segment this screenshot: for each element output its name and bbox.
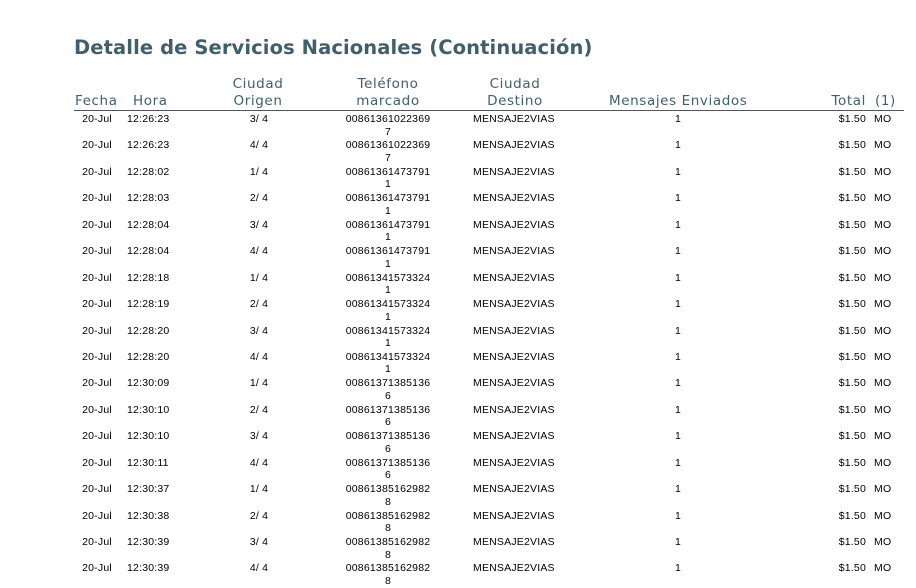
cell-ciudad-origen: 3/ 4 bbox=[249, 218, 269, 231]
cell-tipo: MO bbox=[874, 324, 892, 337]
cell-tipo: MO bbox=[874, 377, 892, 390]
table-row bbox=[0, 509, 916, 535]
cell-ciudad-origen: 2/ 4 bbox=[249, 509, 269, 522]
cell-tipo: MO bbox=[874, 218, 892, 231]
cell-telefono-line1: 00861341573324 bbox=[345, 271, 431, 284]
cell-telefono-line2: 6 bbox=[384, 416, 392, 429]
cell-total: $1.50 bbox=[838, 430, 866, 443]
cell-telefono bbox=[328, 404, 448, 429]
cell-telefono-line1: 00861371385136 bbox=[345, 377, 431, 390]
cell-hora: 12:30:38 bbox=[127, 509, 170, 522]
cell-telefono-line2: 1 bbox=[384, 337, 392, 349]
cell-mensajes: 1 bbox=[674, 324, 682, 337]
cell-fecha: 20-Jul bbox=[82, 509, 112, 522]
cell-total: $1.50 bbox=[838, 483, 866, 496]
table-row bbox=[0, 112, 916, 138]
cell-telefono-line2: 1 bbox=[384, 363, 392, 376]
cell-ciudad-origen: 1/ 4 bbox=[249, 165, 269, 178]
cell-telefono-line1: 00861341573324 bbox=[345, 350, 431, 363]
cell-ciudad-destino: MENSAJE2VIAS bbox=[473, 324, 555, 337]
cell-ciudad-destino: MENSAJE2VIAS bbox=[473, 350, 555, 363]
column-header-mensajes: Mensajes Enviados bbox=[609, 93, 748, 109]
table-row bbox=[0, 191, 916, 217]
cell-hora: 12:30:37 bbox=[127, 483, 170, 496]
table-row bbox=[0, 271, 916, 297]
column-header-ciudad-origen bbox=[218, 76, 298, 110]
table-row bbox=[0, 403, 916, 429]
cell-total: $1.50 bbox=[838, 456, 866, 469]
cell-tipo: MO bbox=[874, 245, 892, 258]
column-header-nota: (1) bbox=[875, 93, 896, 109]
cell-telefono-line2: 1 bbox=[384, 231, 392, 244]
cell-telefono bbox=[328, 113, 448, 138]
cell-mensajes: 1 bbox=[674, 456, 682, 469]
cell-ciudad-destino: MENSAJE2VIAS bbox=[473, 403, 555, 416]
cell-telefono-line2: 6 bbox=[384, 442, 392, 455]
cell-tipo: MO bbox=[874, 562, 892, 575]
cell-ciudad-destino: MENSAJE2VIAS bbox=[473, 113, 555, 125]
cell-hora: 12:30:39 bbox=[127, 536, 170, 548]
cell-mensajes: 1 bbox=[674, 165, 682, 178]
cell-telefono-line1: 00861371385136 bbox=[345, 403, 431, 416]
cell-ciudad-origen: 3/ 4 bbox=[249, 113, 269, 125]
page-title: Detalle de Servicios Nacionales (Continuación) bbox=[74, 36, 593, 59]
cell-telefono bbox=[328, 298, 448, 323]
cell-total: $1.50 bbox=[838, 298, 866, 311]
cell-mensajes: 1 bbox=[674, 509, 682, 522]
cell-telefono-line1: 00861361473791 bbox=[345, 192, 431, 205]
cell-ciudad-origen: 2/ 4 bbox=[249, 298, 269, 311]
cell-ciudad-origen: 2/ 4 bbox=[249, 403, 269, 416]
cell-ciudad-origen: 4/ 4 bbox=[249, 350, 269, 363]
cell-total: $1.50 bbox=[838, 562, 866, 575]
header-divider bbox=[74, 110, 904, 111]
table-row bbox=[0, 297, 916, 323]
cell-telefono bbox=[328, 510, 448, 535]
cell-telefono bbox=[328, 139, 448, 164]
cell-fecha: 20-Jul bbox=[82, 165, 112, 178]
cell-mensajes: 1 bbox=[674, 245, 682, 258]
cell-telefono-line1: 00861361473791 bbox=[345, 245, 431, 258]
table-row bbox=[0, 561, 916, 587]
cell-total: $1.50 bbox=[838, 350, 866, 363]
cell-mensajes: 1 bbox=[674, 483, 682, 496]
cell-fecha: 20-Jul bbox=[82, 324, 112, 337]
cell-telefono bbox=[328, 536, 448, 561]
cell-fecha: 20-Jul bbox=[82, 483, 112, 496]
cell-hora: 12:28:18 bbox=[127, 271, 170, 284]
cell-ciudad-destino: MENSAJE2VIAS bbox=[473, 192, 555, 205]
cell-ciudad-destino: MENSAJE2VIAS bbox=[473, 165, 555, 178]
cell-telefono-line1: 00861361022369 bbox=[345, 139, 431, 152]
cell-total: $1.50 bbox=[838, 509, 866, 522]
cell-tipo: MO bbox=[874, 298, 892, 311]
cell-tipo: MO bbox=[874, 350, 892, 363]
table-row bbox=[0, 138, 916, 164]
cell-telefono-line1: 00861385162982 bbox=[345, 483, 431, 496]
column-header-ciudad-origen-line2: Origen bbox=[233, 93, 283, 109]
cell-telefono bbox=[328, 351, 448, 376]
cell-tipo: MO bbox=[874, 536, 892, 548]
cell-fecha: 20-Jul bbox=[82, 192, 112, 205]
table-row bbox=[0, 535, 916, 561]
cell-hora: 12:28:20 bbox=[127, 324, 170, 337]
cell-ciudad-origen: 1/ 4 bbox=[249, 483, 269, 496]
cell-mensajes: 1 bbox=[674, 562, 682, 575]
cell-fecha: 20-Jul bbox=[82, 245, 112, 258]
column-header-ciudad-destino bbox=[475, 76, 555, 110]
table-row bbox=[0, 376, 916, 402]
cell-telefono bbox=[328, 483, 448, 508]
cell-ciudad-destino: MENSAJE2VIAS bbox=[473, 377, 555, 390]
cell-mensajes: 1 bbox=[674, 271, 682, 284]
cell-telefono-line2: 1 bbox=[384, 284, 392, 297]
cell-telefono bbox=[328, 377, 448, 402]
column-header-telefono-line1: Teléfono bbox=[357, 76, 419, 92]
cell-ciudad-destino: MENSAJE2VIAS bbox=[473, 483, 555, 496]
cell-total: $1.50 bbox=[838, 403, 866, 416]
services-table bbox=[0, 112, 916, 588]
cell-hora: 12:28:02 bbox=[127, 165, 170, 178]
cell-tipo: MO bbox=[874, 271, 892, 284]
cell-telefono-line2: 1 bbox=[384, 257, 392, 270]
cell-mensajes: 1 bbox=[674, 192, 682, 205]
cell-ciudad-destino: MENSAJE2VIAS bbox=[473, 509, 555, 522]
cell-mensajes: 1 bbox=[674, 350, 682, 363]
cell-telefono bbox=[328, 562, 448, 587]
cell-ciudad-destino: MENSAJE2VIAS bbox=[473, 562, 555, 575]
cell-hora: 12:30:10 bbox=[127, 430, 170, 443]
cell-hora: 12:26:23 bbox=[127, 139, 170, 152]
cell-hora: 12:30:10 bbox=[127, 403, 170, 416]
cell-fecha: 20-Jul bbox=[82, 403, 112, 416]
cell-total: $1.50 bbox=[838, 113, 866, 125]
cell-mensajes: 1 bbox=[674, 377, 682, 390]
cell-fecha: 20-Jul bbox=[82, 377, 112, 390]
cell-tipo: MO bbox=[874, 192, 892, 205]
cell-fecha: 20-Jul bbox=[82, 113, 112, 125]
cell-ciudad-origen: 4/ 4 bbox=[249, 562, 269, 575]
cell-telefono-line1: 00861385162982 bbox=[345, 509, 431, 522]
cell-telefono-line2: 1 bbox=[384, 178, 392, 191]
cell-telefono-line1: 00861385162982 bbox=[345, 536, 431, 548]
cell-telefono-line2: 8 bbox=[384, 522, 392, 535]
cell-hora: 12:28:03 bbox=[127, 192, 170, 205]
cell-ciudad-origen: 3/ 4 bbox=[249, 536, 269, 548]
column-header-telefono bbox=[343, 76, 433, 110]
cell-total: $1.50 bbox=[838, 245, 866, 258]
column-header-telefono-line2: marcado bbox=[356, 93, 420, 109]
cell-telefono-line2: 8 bbox=[384, 574, 392, 587]
cell-total: $1.50 bbox=[838, 218, 866, 231]
cell-ciudad-origen: 3/ 4 bbox=[249, 430, 269, 443]
cell-telefono-line1: 00861341573324 bbox=[345, 298, 431, 311]
cell-hora: 12:26:23 bbox=[127, 113, 170, 125]
column-header-ciudad-origen-line1: Ciudad bbox=[232, 76, 284, 92]
cell-mensajes: 1 bbox=[674, 139, 682, 152]
cell-total: $1.50 bbox=[838, 192, 866, 205]
cell-fecha: 20-Jul bbox=[82, 350, 112, 363]
cell-telefono-line2: 1 bbox=[384, 204, 392, 217]
cell-total: $1.50 bbox=[838, 165, 866, 178]
cell-ciudad-origen: 3/ 4 bbox=[249, 324, 269, 337]
table-row bbox=[0, 482, 916, 508]
cell-telefono bbox=[328, 325, 448, 350]
table-row bbox=[0, 350, 916, 376]
cell-ciudad-origen: 1/ 4 bbox=[249, 271, 269, 284]
cell-tipo: MO bbox=[874, 403, 892, 416]
cell-tipo: MO bbox=[874, 456, 892, 469]
cell-total: $1.50 bbox=[838, 536, 866, 548]
column-header-ciudad-destino-line1: Ciudad bbox=[489, 76, 541, 92]
cell-hora: 12:30:39 bbox=[127, 562, 170, 575]
column-header-fecha: Fecha bbox=[75, 93, 118, 109]
cell-mensajes: 1 bbox=[674, 403, 682, 416]
cell-ciudad-destino: MENSAJE2VIAS bbox=[473, 456, 555, 469]
cell-ciudad-destino: MENSAJE2VIAS bbox=[473, 271, 555, 284]
cell-mensajes: 1 bbox=[674, 218, 682, 231]
table-row bbox=[0, 456, 916, 482]
cell-ciudad-origen: 1/ 4 bbox=[249, 377, 269, 390]
cell-fecha: 20-Jul bbox=[82, 139, 112, 152]
cell-hora: 12:28:19 bbox=[127, 298, 170, 311]
cell-total: $1.50 bbox=[838, 271, 866, 284]
cell-telefono-line1: 00861371385136 bbox=[345, 456, 431, 469]
cell-ciudad-origen: 2/ 4 bbox=[249, 192, 269, 205]
cell-tipo: MO bbox=[874, 139, 892, 152]
cell-mensajes: 1 bbox=[674, 536, 682, 548]
cell-total: $1.50 bbox=[838, 139, 866, 152]
cell-fecha: 20-Jul bbox=[82, 456, 112, 469]
cell-fecha: 20-Jul bbox=[82, 218, 112, 231]
cell-ciudad-destino: MENSAJE2VIAS bbox=[473, 218, 555, 231]
cell-telefono-line2: 6 bbox=[384, 469, 392, 482]
cell-telefono bbox=[328, 245, 448, 270]
cell-telefono-line1: 00861361473791 bbox=[345, 218, 431, 231]
cell-hora: 12:28:20 bbox=[127, 350, 170, 363]
cell-telefono bbox=[328, 219, 448, 244]
cell-telefono-line1: 00861361022369 bbox=[345, 113, 431, 125]
cell-hora: 12:28:04 bbox=[127, 218, 170, 231]
cell-telefono bbox=[328, 430, 448, 455]
table-row bbox=[0, 218, 916, 244]
table-row bbox=[0, 324, 916, 350]
cell-total: $1.50 bbox=[838, 324, 866, 337]
cell-tipo: MO bbox=[874, 165, 892, 178]
column-header-total: Total bbox=[831, 93, 866, 109]
cell-fecha: 20-Jul bbox=[82, 562, 112, 575]
cell-ciudad-destino: MENSAJE2VIAS bbox=[473, 245, 555, 258]
cell-telefono-line1: 00861385162982 bbox=[345, 562, 431, 575]
table-row bbox=[0, 244, 916, 270]
cell-mensajes: 1 bbox=[674, 113, 682, 125]
cell-telefono bbox=[328, 166, 448, 191]
cell-hora: 12:28:04 bbox=[127, 245, 170, 258]
cell-mensajes: 1 bbox=[674, 298, 682, 311]
cell-fecha: 20-Jul bbox=[82, 271, 112, 284]
cell-ciudad-origen: 4/ 4 bbox=[249, 456, 269, 469]
cell-telefono-line2: 6 bbox=[384, 389, 392, 402]
cell-telefono-line2: 7 bbox=[384, 125, 392, 138]
cell-telefono bbox=[328, 457, 448, 482]
cell-tipo: MO bbox=[874, 113, 892, 125]
cell-telefono bbox=[328, 272, 448, 297]
table-row bbox=[0, 429, 916, 455]
cell-mensajes: 1 bbox=[674, 430, 682, 443]
cell-ciudad-origen: 4/ 4 bbox=[249, 139, 269, 152]
cell-telefono-line2: 8 bbox=[384, 548, 392, 561]
table-row bbox=[0, 165, 916, 191]
column-header-ciudad-destino-line2: Destino bbox=[487, 93, 543, 109]
cell-telefono-line1: 00861341573324 bbox=[345, 324, 431, 337]
cell-hora: 12:30:11 bbox=[127, 456, 169, 469]
cell-total: $1.50 bbox=[838, 377, 866, 390]
cell-tipo: MO bbox=[874, 430, 892, 443]
cell-tipo: MO bbox=[874, 509, 892, 522]
cell-ciudad-destino: MENSAJE2VIAS bbox=[473, 139, 555, 152]
cell-telefono-line1: 00861361473791 bbox=[345, 165, 431, 178]
cell-telefono-line1: 00861371385136 bbox=[345, 430, 431, 443]
cell-hora: 12:30:09 bbox=[127, 377, 170, 390]
cell-telefono-line2: 1 bbox=[384, 310, 392, 323]
cell-ciudad-destino: MENSAJE2VIAS bbox=[473, 298, 555, 311]
cell-telefono-line2: 7 bbox=[384, 151, 392, 164]
cell-fecha: 20-Jul bbox=[82, 536, 112, 548]
cell-telefono-line2: 8 bbox=[384, 495, 392, 508]
cell-fecha: 20-Jul bbox=[82, 430, 112, 443]
column-header-hora: Hora bbox=[133, 93, 168, 109]
cell-tipo: MO bbox=[874, 483, 892, 496]
cell-telefono bbox=[328, 192, 448, 217]
cell-ciudad-destino: MENSAJE2VIAS bbox=[473, 430, 555, 443]
cell-ciudad-origen: 4/ 4 bbox=[249, 245, 269, 258]
cell-ciudad-destino: MENSAJE2VIAS bbox=[473, 536, 555, 548]
cell-fecha: 20-Jul bbox=[82, 298, 112, 311]
